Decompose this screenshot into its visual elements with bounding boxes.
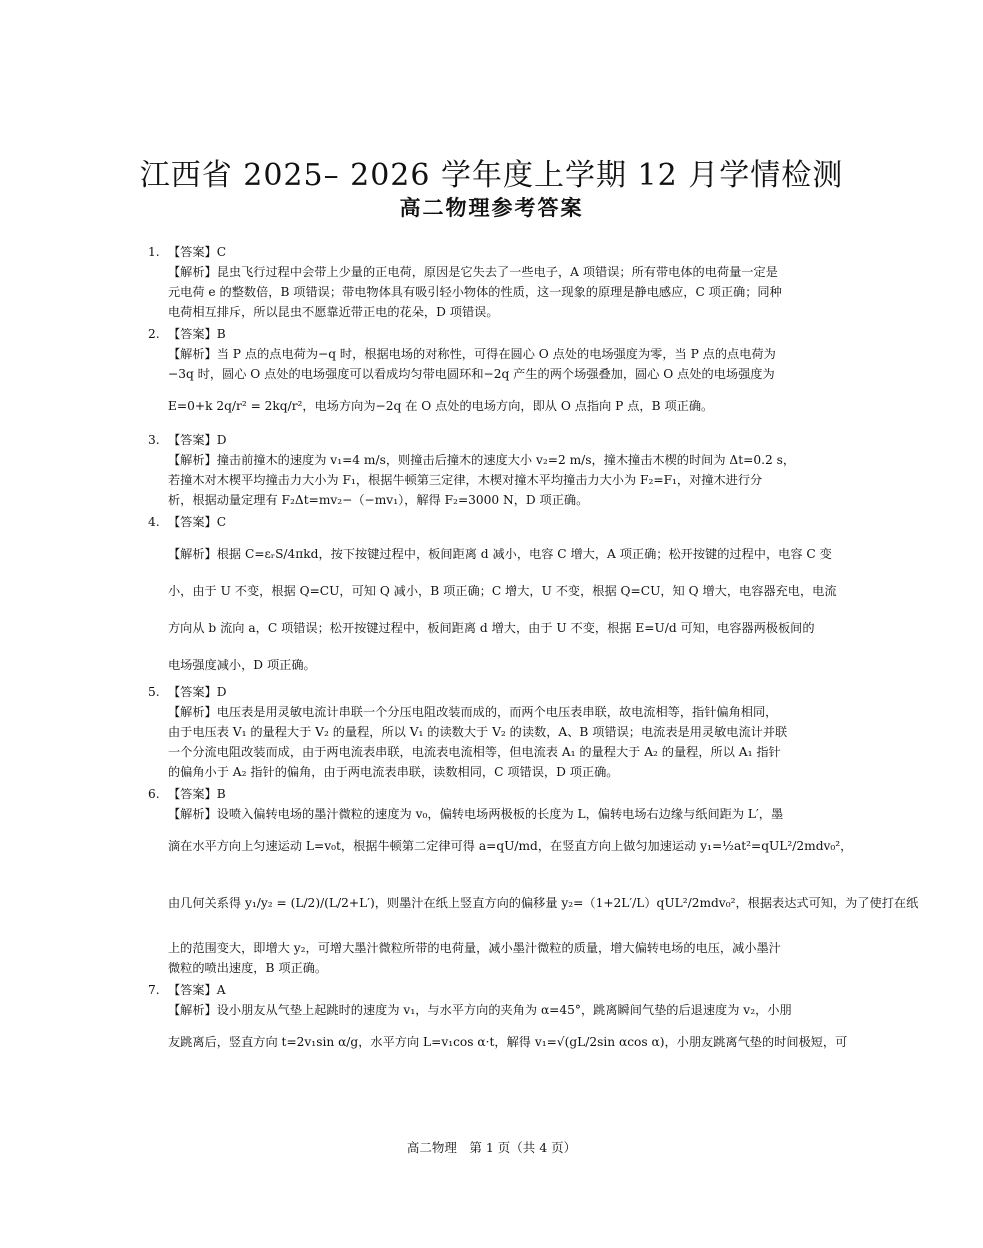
analysis-line: 方向从 b 流向 a，C 项错误；松开按键过程中，板间距离 d 增大，由于 U 不变，根据 E=U/d 可知，电容器两极板间的 (168, 621, 815, 635)
analysis-line: 上的范围变大，即增大 y₂，可增大墨汁微粒所带的电荷量，减小墨汁微粒的质量，增大偏转电场的电压，减小墨汁 (168, 941, 781, 955)
question-number: 7. (148, 983, 160, 997)
analysis-line: 友跳离后，竖直方向 t=2v₁sin α/g，水平方向 L=v₁cos α·t，解得 v₁=√(gL/2sin αcos α)，小朋友跳离气垫的时间极短，可 (168, 1035, 848, 1049)
question-number: 2. (148, 327, 160, 341)
analysis-line: 【解析】昆虫飞行过程中会带上少量的正电荷，原因是它失去了一些电子，A 项错误；所有带电体的电荷量一定是 (168, 265, 778, 279)
answer-label: 【答案】B (168, 787, 226, 801)
analysis-line: 【解析】撞击前撞木的速度为 v₁=4 m/s，则撞击后撞木的速度大小 v₂=2 m/s，撞木撞击木楔的时间为 Δt=0.2 s， (168, 453, 796, 467)
question-4 (148, 512, 837, 680)
page-title: 江西省 2025– 2026 学年度上学期 12 月学情检测 (139, 158, 844, 193)
analysis-line: 若撞木对木楔平均撞击力大小为 F₁，根据牛顿第三定律，木楔对撞木平均撞击力大小为 F₂=F₁，对撞木进行分 (168, 473, 763, 487)
analysis-line: 【解析】根据 C=εᵣS/4πkd，按下按键过程中，板间距离 d 减小，电容 C 增大，A 项正确；松开按键的过程中，电容 C 变 (168, 547, 832, 561)
answer-label: 【答案】A (168, 983, 226, 997)
question-number: 6. (148, 787, 160, 801)
analysis-line: 的偏角小于 A₂ 指针的偏角，由于两电流表串联，读数相同，C 项错误，D 项正确。 (168, 765, 619, 779)
question-1 (148, 242, 832, 322)
answer-label: 【答案】B (168, 327, 226, 341)
analysis-line: 【解析】电压表是用灵敏电流计串联一个分压电阻改装而成的，而两个电压表串联，故电流相等，指针偏角相同， (168, 705, 778, 719)
answer-label: 【答案】D (168, 433, 227, 447)
analysis-line: 滴在水平方向上匀速运动 L=v₀t，根据牛顿第二定律可得 a=qU/md，在竖直方向上做匀加速运动 y₁=½at²=qUL²/2mdv₀²， (168, 839, 853, 853)
analysis-text (168, 262, 832, 322)
analysis-line: E=0+k 2q/r² = 2kq/r²，电场方向为−2q 在 O 点处的电场方向，即从 O 点指向 P 点，B 项正确。 (168, 399, 714, 413)
question-2 (148, 324, 832, 428)
analysis-line: 【解析】设小朋友从气垫上起跳时的速度为 v₁，与水平方向的夹角为 α=45°，跳离瞬间气垫的后退速度为 v₂，小朋 (168, 1003, 792, 1017)
analysis-text (168, 344, 832, 428)
answer-label: 【答案】D (168, 685, 227, 699)
analysis-text (168, 804, 919, 978)
question-number: 4. (148, 515, 160, 529)
analysis-line: 由于电压表 V₁ 的量程大于 V₂ 的量程，所以 V₁ 的读数大于 V₂ 的读数，A、B 项错误；电流表是用灵敏电流计并联 (168, 725, 788, 739)
analysis-line: 【解析】当 P 点的点电荷为−q 时，根据电场的对称性，可得在圆心 O 点处的电场强度为零，当 P 点的点电荷为 (168, 347, 776, 361)
analysis-line: −3q 时，圆心 O 点处的电场强度可以看成均匀带电圆环和−2q 产生的两个场强叠加，圆心 O 点处的电场强度为 (168, 367, 775, 381)
answer-label: 【答案】C (168, 515, 227, 529)
question-number: 3. (148, 433, 160, 447)
analysis-line: 微粒的喷出速度，B 项正确。 (168, 961, 328, 975)
question-number: 5. (148, 685, 160, 699)
page-subtitle: 高二物理参考答案 (399, 196, 584, 220)
question-number: 1. (148, 245, 160, 259)
question-3 (148, 430, 832, 510)
question-5 (148, 682, 832, 782)
answer-label: 【答案】C (168, 245, 227, 259)
analysis-text (168, 450, 832, 510)
analysis-text (168, 702, 832, 782)
question-7 (148, 980, 848, 1064)
page-footer: 高二物理 第 1 页（共 4 页） (406, 1140, 577, 1155)
question-6 (148, 784, 919, 978)
analysis-text (168, 532, 837, 680)
analysis-line: 析，根据动量定理有 F₂Δt=mv₂−（−mv₁），解得 F₂=3000 N，D 项正确。 (168, 493, 589, 507)
analysis-line: 【解析】设喷入偏转电场的墨汁微粒的速度为 v₀，偏转电场两极板的长度为 L，偏转电场右边缘与纸间距为 L′，墨 (168, 807, 784, 821)
analysis-text (168, 1000, 848, 1064)
analysis-line: 小，由于 U 不变，根据 Q=CU，可知 Q 减小，B 项正确；C 增大，U 不变，根据 Q=CU，知 Q 增大，电容器充电，电流 (168, 584, 837, 598)
answers-body (148, 242, 919, 1066)
analysis-line: 由几何关系得 y₁/y₂ = (L/2)/(L/2+L′)，则墨汁在纸上竖直方向的偏移量 y₂=（1+2L′/L）qUL²/2mdv₀²，根据表达式可知，为了使打在纸 (168, 896, 919, 910)
analysis-line: 电场强度减小，D 项正确。 (168, 658, 316, 672)
analysis-line: 电荷相互排斥，所以昆虫不愿靠近带正电的花朵，D 项错误。 (168, 305, 499, 319)
analysis-line: 一个分流电阻改装而成，由于两电流表串联，电流表电流相等，但电流表 A₁ 的量程大于 A₂ 的量程，所以 A₁ 指针 (168, 745, 781, 759)
analysis-line: 元电荷 e 的整数倍，B 项错误；带电物体具有吸引轻小物体的性质，这一现象的原理是静电感应，C 项正确；同种 (168, 285, 782, 299)
